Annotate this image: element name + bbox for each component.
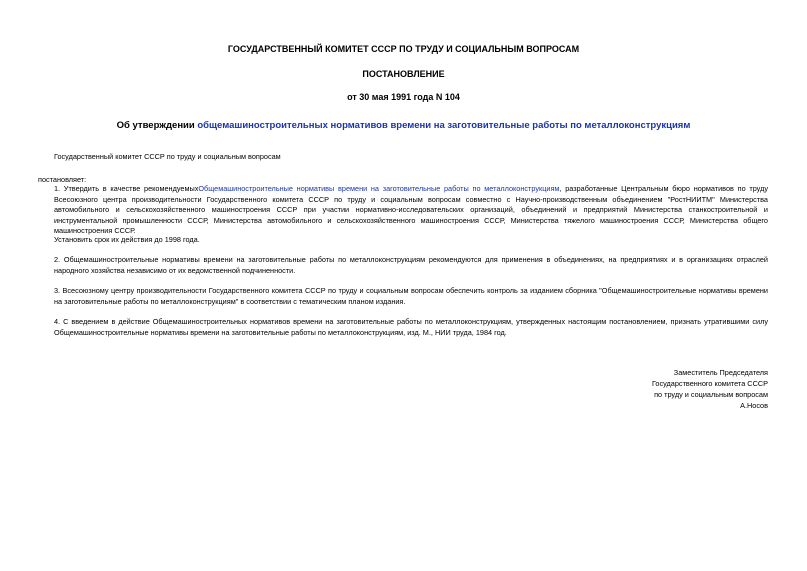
signature-org-line-2: по труду и социальным вопросам (654, 390, 768, 399)
document-title (0, 120, 807, 132)
norms-link[interactable]: Общемашиностроительные нормативы времени на заготовительные работы по металлоконструкциям (198, 184, 560, 193)
signature-name: А.Носов (740, 401, 768, 410)
committee-heading: ГОСУДАРСТВЕННЫЙ КОМИТЕТ СССР ПО ТРУДУ И СОЦИАЛЬНЫМ ВОПРОСАМ (227, 44, 580, 54)
document-type-heading: ПОСТАНОВЛЕНИЕ (362, 69, 445, 79)
signature-position: Заместитель Председателя (673, 368, 768, 377)
paragraph-3: 3. Всесоюзному центру производительности Государственного комитета СССР по труду и социальным вопросам обеспечить контроль за изданием сборника "Общемашиностроительные нормативы времени на заготовительные работы по металлоконструкциям" в соответствии с тематическим планом издания. (54, 286, 768, 306)
intro-paragraph: Государственный комитет СССР по труду и социальным вопросам (54, 152, 281, 161)
resolves-line: постановляет: (38, 175, 87, 184)
date-number-heading: от 30 мая 1991 года N 104 (347, 92, 460, 102)
title-prefix: Об утверждении (116, 120, 195, 131)
term-paragraph: Установить срок их действия до 1998 года. (54, 235, 200, 244)
signature-org-line-1: Государственного комитета СССР (651, 379, 768, 388)
paragraph-1-suffix: , разработанные Центральным бюро нормативов по труду Всесоюзного центра производительности Государственного комитета СССР по труду и социальным вопросам совместно с Научно-производственным объединением "РостНИИТМ" Министерства автомобильного и сельскохозяйственного машиностроения СССР при участии нормативно-исследовательских организаций, объединений и предприятий Министерства станкостроительной и инструментальной промышленности СССР, Министерства автомобильного и сельскохозяйственного машиностроения СССР, Министерства тяжелого машиностроения СССР, Министерства общего машиностроения СССР. (54, 184, 768, 235)
paragraph-1-prefix: 1. Утвердить в качестве рекомендуемых (54, 184, 199, 193)
paragraph-1 (38, 184, 768, 237)
paragraph-2: 2. Общемашиностроительные нормативы времени на заготовительные работы по металлоконструкциям рекомендуются для применения в объединениях, на предприятиях и в организациях отраслей народного хозяйства независимо от их ведомственной подчиненности. (54, 255, 768, 275)
paragraph-4: 4. С введением в действие Общемашиностроительных нормативов времени на заготовительные работы по металлоконструкциям, утвержденных настоящим постановлением, признать утратившими силу Общемашиностроительные нормативы времени на заготовительные работы по металлоконструкциям, изд. М., НИИ труда, 1984 год. (54, 317, 768, 337)
title-link[interactable]: общемашиностроительных нормативов времени на заготовительные работы по металлоконструкциям (197, 120, 691, 131)
